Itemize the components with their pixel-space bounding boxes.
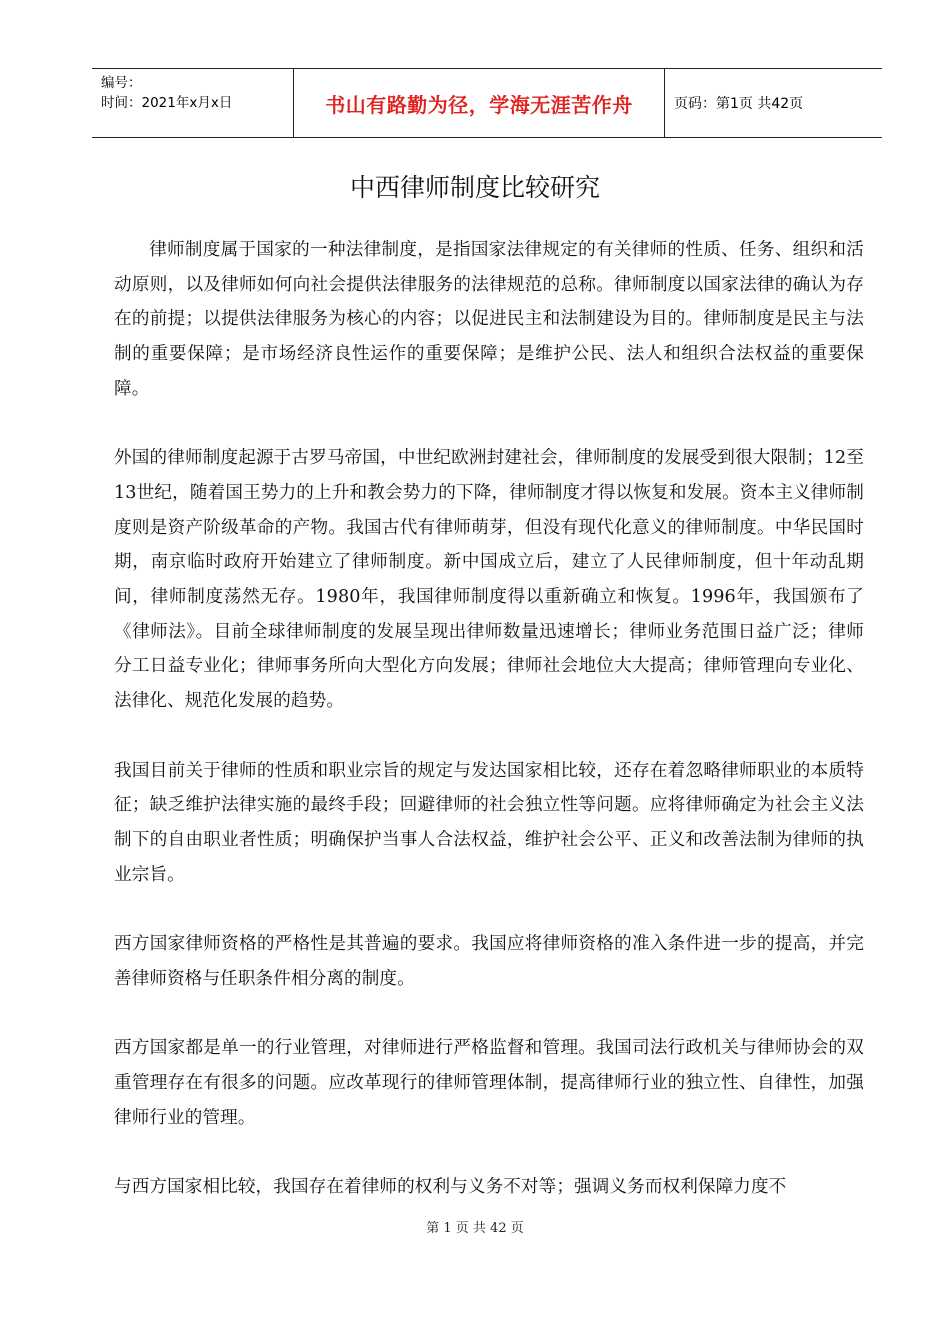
header-page-cell: [665, 69, 882, 137]
header-page-number: 页码：第1页 共42页: [674, 96, 804, 112]
paragraph: 外国的律师制度起源于古罗马帝国，中世纪欧洲封建社会，律师制度的发展受到很大限制；12至13世纪，随着国王势力的上升和教会势力的下降，律师制度才得以恢复和发展。资本主义律师制度则是资产阶级革命的产物。我国古代有律师萌芽，但没有现代化意义的律师制度。中华民国时期，南京临时政府开始建立了律师制度。新中国成立后，建立了人民律师制度，但十年动乱期间，律师制度荡然无存。1980年，我国律师制度得以重新确立和恢复。1996年，我国颁布了《律师法》。目前全球律师制度的发展呈现出律师数量迅速增长；律师业务范围日益广泛；律师分工日益专业化；律师事务所向大型化方向发展；律师社会地位大大提高；律师管理向专业化、法律化、规范化发展的趋势。: [114, 448, 864, 712]
paragraph: 律师制度属于国家的一种法律制度，是指国家法律规定的有关律师的性质、任务、组织和活动原则，以及律师如何向社会提供法律服务的法律规范的总称。律师制度以国家法律的确认为存在的前提；以提供法律服务为核心的内容；以促进民主和法制建设为目的。律师制度是民主与法制的重要保障；是市场经济良性运作的重要保障；是维护公民、法人和组织合法权益的重要保障。: [114, 240, 864, 399]
time-label: 时间：2021年x月x日: [101, 95, 233, 111]
paragraph: 西方国家律师资格的严格性是其普遍的要求。我国应将律师资格的准入条件进一步的提高，并完善律师资格与任职条件相分离的制度。: [114, 934, 864, 989]
document-header: [92, 68, 882, 138]
paragraph: 与西方国家相比较，我国存在着律师的权利与义务不对等；强调义务而权利保障力度不: [114, 1176, 787, 1197]
header-motto: 书山有路勤为径，学海无涯苦作舟: [325, 92, 633, 117]
page-footer: 第 1 页 共 42 页: [426, 1221, 524, 1236]
header-meta-cell: [92, 69, 293, 137]
header-motto-cell: [293, 69, 665, 137]
document-title: 中西律师制度比较研究: [349, 173, 600, 202]
serial-number-label: 编号：: [101, 75, 142, 91]
document-body: [114, 233, 864, 1205]
paragraph: 西方国家都是单一的行业管理，对律师进行严格监督和管理。我国司法行政机关与律师协会的双重管理存在有很多的问题。应改革现行的律师管理体制，提高律师行业的独立性、自律性，加强律师行业的管理。: [114, 1038, 864, 1128]
paragraph: 我国目前关于律师的性质和职业宗旨的规定与发达国家相比较，还存在着忽略律师职业的本质特征；缺乏维护法律实施的最终手段；回避律师的社会独立性等问题。应将律师确定为社会主义法制下的自由职业者性质；明确保护当事人合法权益，维护社会公平、正义和改善法制为律师的执业宗旨。: [114, 760, 864, 885]
